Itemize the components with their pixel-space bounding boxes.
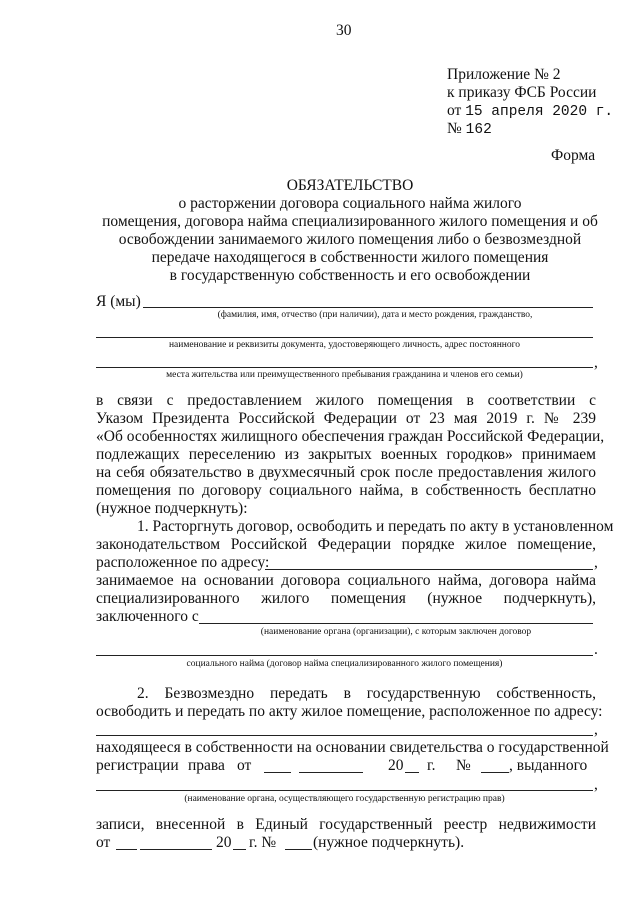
page-number: 30 — [336, 22, 352, 39]
item2-line-4: записи, внесенной в Единый государственный реестр недвижимости — [96, 816, 596, 833]
item2-month-field[interactable] — [299, 772, 363, 773]
item2-issued: , выданного — [509, 757, 588, 774]
body-line-1: в связи с предоставлением жилого помещения в соответствии с — [96, 392, 596, 409]
applicant-caption-2: наименование и реквизиты документа, удостоверяющего личность, адрес постоянного — [168, 340, 521, 350]
item2-ot: от — [237, 757, 252, 774]
body-line-5: на себя обязательство в двухмесячный срок после предоставления жилого — [96, 464, 596, 481]
item2-g: г. — [427, 757, 436, 774]
subtitle-line-5: в государственную собственность и его освобождении — [169, 267, 531, 284]
item2-year: 20 — [388, 757, 404, 774]
item1-line-5: специализированного жилого помещения (нужное подчеркнуть), — [96, 590, 596, 607]
document-title: ОБЯЗАТЕЛЬСТВО — [286, 177, 414, 194]
applicant-caption-1: (фамилия, имя, отчество (при наличии), дата и место рождения, гражданство, — [217, 310, 533, 320]
item1-line-3: расположенное по адресу: — [96, 554, 270, 571]
item2-last-year: 20 — [216, 834, 232, 851]
body-last-line: (нужное подчеркнуть): — [96, 500, 248, 517]
item2-last-g: г. № — [249, 834, 277, 851]
item2-line-1: 2. Безвозмездно передать в государственную собственность, — [137, 685, 596, 702]
applicant-name-field[interactable] — [143, 307, 593, 308]
applicant-comma: , — [594, 354, 598, 371]
item1-contract-field[interactable] — [96, 655, 593, 656]
appendix-number-prefix: № — [447, 120, 462, 137]
appendix-date: 15 апреля 2020 г. — [465, 104, 614, 120]
item1-caption-2: социального найма (договор найма специализированного жилого помещения) — [186, 659, 503, 669]
appendix-number: 162 — [465, 122, 492, 138]
item2-day-field[interactable] — [264, 772, 291, 773]
form-label: Форма — [551, 147, 596, 164]
item2-prava: права — [188, 757, 225, 774]
item2-last-ot: от — [96, 834, 111, 851]
body-line-2: Указом Президента Российской Федерации от 23 мая 2019 г. № 239 — [96, 410, 596, 427]
item2-reg-word: регистрации — [96, 757, 179, 774]
applicant-address-field[interactable] — [96, 367, 593, 368]
appendix-date-prefix: от — [447, 102, 462, 119]
item2-comma-1: , — [594, 721, 598, 738]
item2-comma-2: , — [594, 776, 598, 793]
item1-comma: , — [594, 554, 598, 571]
item1-line-2: законодательством Российской Федерации порядке жилое помещение, — [96, 536, 596, 553]
item2-last-day-field[interactable] — [116, 849, 137, 850]
item2-num: № — [456, 757, 471, 774]
item2-last-month-field[interactable] — [140, 849, 212, 850]
item2-last-number-field[interactable] — [285, 849, 312, 850]
item2-authority-field[interactable] — [96, 790, 593, 791]
item2-last-note: (нужное подчеркнуть). — [313, 834, 465, 851]
applicant-caption-3: места жительства или преимущественного пребывания гражданина и членов его семьи) — [166, 370, 523, 380]
appendix-line-1: Приложение № 2 — [447, 66, 561, 83]
subtitle-line-2: помещения, договора найма специализированного жилого помещения и об — [102, 213, 598, 230]
item1-organization-field[interactable] — [199, 623, 593, 624]
subtitle-line-1: о расторжении договора социального найма жилого — [178, 195, 522, 212]
appendix-line-2: к приказу ФСБ России — [447, 84, 597, 101]
item2-line-3: находящееся в собственности на основании свидетельства о государственной — [96, 739, 609, 756]
item2-number-field[interactable] — [481, 772, 509, 773]
appendix-line-3 — [447, 102, 613, 121]
appendix-line-4 — [447, 120, 492, 139]
item2-line-2: освободить и передать по акту жилое помещение, расположенное по адресу: — [96, 703, 603, 720]
body-line-6: помещения по договору социального найма, в собственность бесплатно — [96, 482, 596, 499]
item2-last-year-field[interactable] — [233, 849, 246, 850]
item1-line-6: заключенного с — [96, 608, 199, 625]
item1-period: . — [594, 641, 598, 658]
applicant-label: Я (мы) — [96, 293, 141, 310]
item1-caption-1: (наименование органа (организации), с которым заключен договор — [260, 627, 532, 637]
item2-address-field[interactable] — [96, 735, 593, 736]
item1-line-1: 1. Расторгнуть договор, освободить и передать по акту в установленном — [137, 518, 614, 535]
item2-caption: (наименование органа, осуществляющего государственную регистрацию прав) — [184, 794, 505, 804]
subtitle-line-4: передаче находящегося в собственности жилого помещения — [151, 249, 549, 266]
item1-line-4: занимаемое на основании договора социального найма, договора найма — [96, 572, 596, 589]
body-line-4: подлежащих переселению из закрытых военных городков» принимаем — [96, 446, 596, 463]
item1-address-field[interactable] — [265, 569, 593, 570]
subtitle-line-3: освобождении занимаемого жилого помещения либо о безвозмездной — [118, 231, 582, 248]
item2-year-field[interactable] — [405, 772, 419, 773]
applicant-document-field[interactable] — [96, 337, 593, 338]
body-line-3: «Об особенностях жилищного обеспечения граждан Российской Федерации, — [96, 428, 605, 445]
